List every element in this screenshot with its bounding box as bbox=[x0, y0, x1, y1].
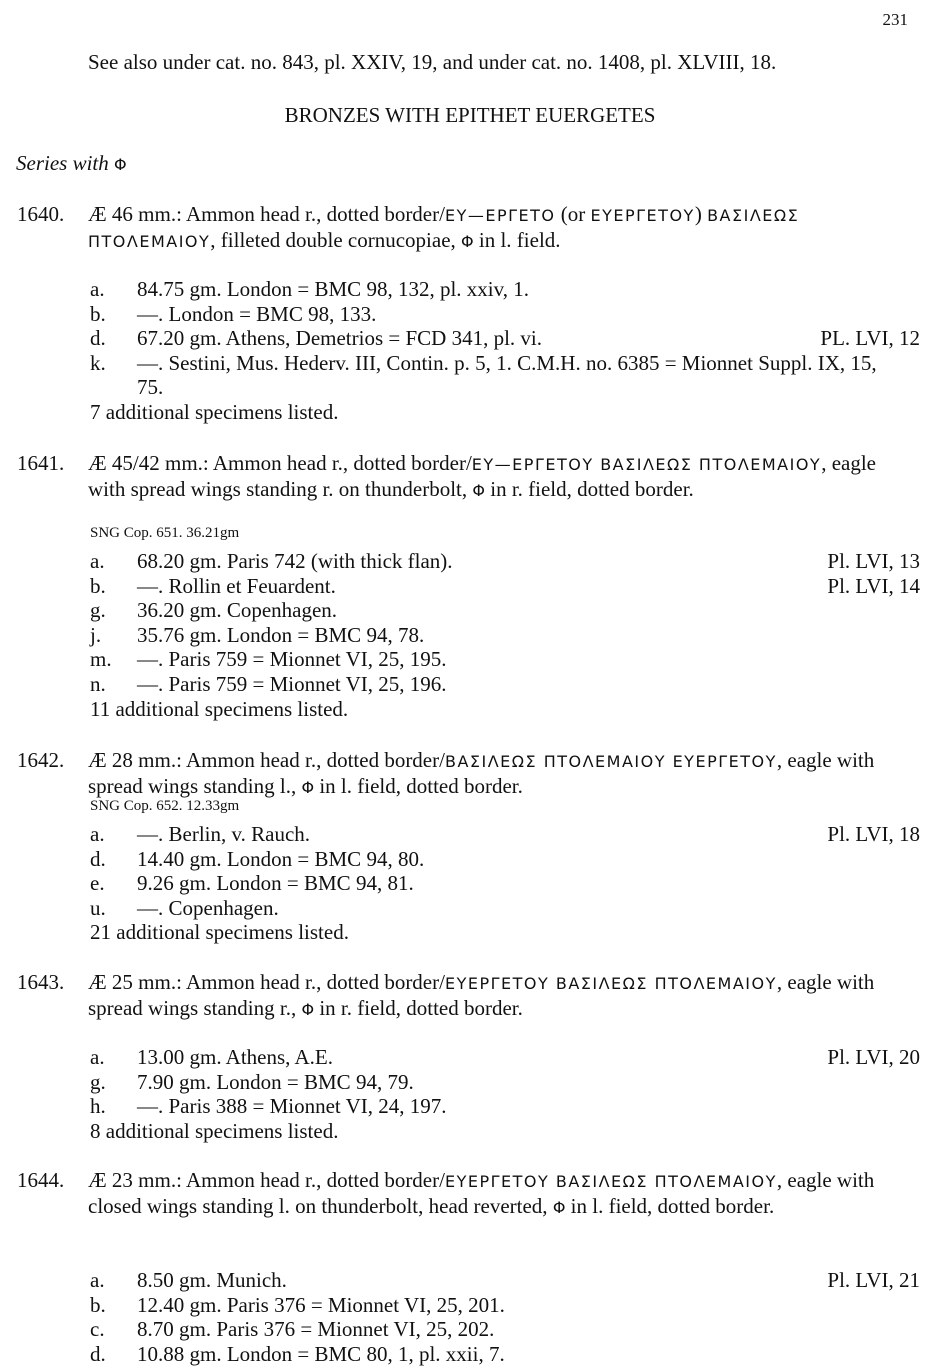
specimen-letter: b. bbox=[90, 1292, 106, 1317]
specimen-row bbox=[0, 351, 940, 400]
specimen-list bbox=[0, 549, 940, 721]
greek-legend: ΕΥΕΡΓΕΤΟΥ bbox=[590, 206, 695, 225]
specimen-text: 9.26 gm. London = BMC 94, 81. bbox=[137, 871, 414, 896]
specimen-text: 10.88 gm. London = BMC 80, 1, pl. xxii, 7. bbox=[137, 1341, 505, 1366]
specimen-row bbox=[0, 1094, 940, 1119]
specimen-row bbox=[0, 1070, 940, 1095]
specimen-text: 68.20 gm. Paris 742 (with thick flan). bbox=[137, 549, 453, 573]
phi-symbol: Φ bbox=[461, 232, 474, 251]
description-text: in l. field, dotted border. bbox=[565, 1194, 775, 1218]
specimen-text: 13.00 gm. Athens, A.E. bbox=[137, 1045, 334, 1069]
specimen-list bbox=[0, 1268, 940, 1366]
specimen-letter: d. bbox=[90, 326, 106, 351]
additional-specimens-note: 7 additional specimens listed. bbox=[90, 399, 339, 424]
specimen-row bbox=[0, 1045, 940, 1070]
greek-legend: ΒΑΣΙΛΕΩΣ ΠΤΟΛΕΜΑΙΟΥ ΕΥΕΡΓΕΤΟΥ bbox=[444, 752, 777, 771]
specimen-letter: k. bbox=[90, 350, 106, 375]
entry-description bbox=[88, 451, 918, 503]
specimen-letter: b. bbox=[90, 301, 106, 326]
plate-reference: Pl. LVI, 14 bbox=[827, 573, 920, 598]
plate-reference: Pl. LVI, 20 bbox=[827, 1045, 920, 1069]
entry-description bbox=[88, 1168, 918, 1220]
description-text: ) bbox=[694, 202, 708, 226]
section-heading: BRONZES WITH EPITHET EUERGETES bbox=[284, 103, 656, 127]
specimen-text: 67.20 gm. Athens, Demetrios = FCD 341, pl. vi. bbox=[137, 326, 543, 351]
specimen-text: 36.20 gm. Copenhagen. bbox=[137, 598, 338, 623]
plate-reference: PL. LVI, 12 bbox=[820, 326, 920, 351]
series-label: Series with bbox=[16, 151, 109, 175]
specimen-letter: d. bbox=[90, 846, 106, 871]
plate-reference: Pl. LVI, 18 bbox=[827, 822, 920, 846]
specimen-letter: j. bbox=[90, 622, 102, 647]
specimen-text: 35.76 gm. London = BMC 94, 78. bbox=[137, 622, 425, 647]
phi-symbol: Φ bbox=[552, 1198, 566, 1217]
greek-legend: ΕΥΕΡΓΕΤΟΥ ΒΑΣΙΛΕΩΣ ΠΤΟΛΕΜΑΙΟΥ bbox=[444, 1172, 777, 1191]
series-heading bbox=[16, 151, 127, 176]
specimen-row bbox=[0, 1268, 940, 1293]
entry-number: 1643. bbox=[17, 970, 65, 994]
specimen-row bbox=[0, 598, 940, 623]
specimen-letter: a. bbox=[90, 1045, 105, 1069]
entry-description bbox=[88, 748, 918, 800]
description-text: Æ 45/42 mm.: Ammon head r., dotted border/ bbox=[88, 451, 472, 475]
specimen-text: 14.40 gm. London = BMC 94, 80. bbox=[137, 846, 425, 871]
specimen-row bbox=[0, 623, 940, 648]
greek-legend: ΕΥ—ΕΡΓΕΤΟΥ ΒΑΣΙΛΕΩΣ ΠΤΟΛΕΜΑΙΟΥ bbox=[471, 455, 822, 474]
specimen-letter: a. bbox=[90, 1268, 105, 1292]
specimen-text: —. London = BMC 98, 133. bbox=[137, 301, 377, 326]
specimen-text: 8.70 gm. Paris 376 = Mionnet VI, 25, 202. bbox=[137, 1317, 495, 1342]
specimen-letter: n. bbox=[90, 671, 106, 696]
description-text: , eagle with spread wings standing r. on thunderbolt, bbox=[88, 451, 876, 501]
specimen-text: —. Copenhagen. bbox=[137, 895, 279, 920]
sng-reference: SNG Cop. 651. 36.21gm bbox=[90, 525, 240, 541]
description-text: , filleted double cornucopiae, bbox=[210, 228, 462, 252]
specimen-letter: u. bbox=[90, 895, 106, 920]
specimen-letter: a. bbox=[90, 822, 105, 846]
specimen-row bbox=[0, 871, 940, 896]
description-text: (or bbox=[555, 202, 591, 226]
specimen-row bbox=[0, 896, 940, 921]
specimen-text: 7.90 gm. London = BMC 94, 79. bbox=[137, 1069, 414, 1094]
description-text: in r. field, dotted border. bbox=[314, 996, 523, 1020]
specimen-text: —. Paris 759 = Mionnet VI, 25, 196. bbox=[137, 671, 447, 696]
greek-legend: ΕΥ—ΕΡΓΕΤΟ bbox=[444, 206, 556, 225]
specimen-text: —. Paris 759 = Mionnet VI, 25, 195. bbox=[137, 647, 447, 672]
specimen-text: 12.40 gm. Paris 376 = Mionnet VI, 25, 201. bbox=[137, 1292, 505, 1317]
entry-number: 1644. bbox=[17, 1168, 65, 1192]
description-text: in r. field, dotted border. bbox=[484, 477, 694, 501]
phi-symbol: Φ bbox=[114, 155, 127, 174]
specimen-letter: a. bbox=[90, 277, 105, 301]
entry-number: 1641. bbox=[17, 451, 65, 475]
specimen-letter: m. bbox=[90, 647, 112, 672]
phi-symbol: Φ bbox=[301, 778, 315, 797]
specimen-row bbox=[0, 672, 940, 697]
specimen-row bbox=[0, 1293, 940, 1318]
description-text: , eagle with spread wings standing l., bbox=[88, 748, 875, 798]
specimen-letter: a. bbox=[90, 549, 105, 573]
specimen-row bbox=[0, 847, 940, 872]
phi-symbol: Φ bbox=[472, 481, 485, 500]
additional-specimens-note: 21 additional specimens listed. bbox=[90, 920, 349, 945]
specimen-letter: d. bbox=[90, 1341, 106, 1366]
specimen-letter: b. bbox=[90, 573, 106, 598]
specimen-letter: c. bbox=[90, 1317, 105, 1342]
specimen-letter: h. bbox=[90, 1094, 106, 1119]
specimen-list bbox=[0, 277, 940, 424]
specimen-row bbox=[0, 1317, 940, 1342]
intro-note: See also under cat. no. 843, pl. XXIV, 19, and under cat. no. 1408, pl. XLVIII, 18. bbox=[88, 50, 777, 74]
specimen-row bbox=[0, 326, 940, 351]
specimen-text: —. Rollin et Feuardent. bbox=[137, 573, 336, 598]
specimen-letter: g. bbox=[90, 598, 106, 623]
description-text: Æ 28 mm.: Ammon head r., dotted border/ bbox=[88, 748, 445, 772]
specimen-letter: g. bbox=[90, 1069, 106, 1094]
description-text: , eagle with closed wings standing l. on thunderbolt, head reverted, bbox=[88, 1168, 875, 1218]
specimen-row bbox=[0, 1342, 940, 1367]
plate-reference: Pl. LVI, 21 bbox=[827, 1268, 920, 1292]
greek-legend: ΕΥΕΡΓΕΤΟΥ ΒΑΣΙΛΕΩΣ ΠΤΟΛΕΜΑΙΟΥ bbox=[444, 974, 777, 993]
entry-description bbox=[88, 202, 918, 254]
specimen-list bbox=[0, 822, 940, 944]
additional-specimens-note: 8 additional specimens listed. bbox=[90, 1118, 339, 1143]
description-text: in l. field. bbox=[473, 228, 561, 252]
specimen-row bbox=[0, 302, 940, 327]
specimen-text: 84.75 gm. London = BMC 98, 132, pl. xxiv, 1. bbox=[137, 277, 529, 301]
specimen-row bbox=[0, 647, 940, 672]
description-text: , eagle with spread wings standing r., bbox=[88, 970, 875, 1020]
specimen-text: —. Sestini, Mus. Hederv. III, Contin. p. 5, 1. C.M.H. no. 6385 = Mionnet Suppl. IX, 15, 75. bbox=[137, 350, 877, 399]
page-number: 231 bbox=[882, 10, 908, 29]
description-text: Æ 25 mm.: Ammon head r., dotted border/ bbox=[88, 970, 445, 994]
greek-legend: ΒΑΣΙΛΕΩΣ ΠΤΟΛΕΜΑΙΟΥ bbox=[88, 206, 800, 251]
specimen-text: 8.50 gm. Munich. bbox=[137, 1268, 287, 1292]
specimen-row bbox=[0, 574, 940, 599]
plate-reference: Pl. LVI, 13 bbox=[827, 549, 920, 573]
additional-specimens-note: 11 additional specimens listed. bbox=[90, 696, 349, 721]
specimen-letter: e. bbox=[90, 871, 105, 896]
specimen-row bbox=[0, 822, 940, 847]
sng-reference: SNG Cop. 652. 12.33gm bbox=[90, 798, 240, 814]
specimen-row bbox=[0, 549, 940, 574]
description-text: Æ 23 mm.: Ammon head r., dotted border/ bbox=[88, 1168, 445, 1192]
entry-number: 1642. bbox=[17, 748, 65, 772]
specimen-row bbox=[0, 277, 940, 302]
specimen-text: —. Paris 388 = Mionnet VI, 24, 197. bbox=[137, 1094, 447, 1119]
description-text: in l. field, dotted border. bbox=[314, 774, 523, 798]
entry-number: 1640. bbox=[17, 202, 65, 226]
entry-description bbox=[88, 970, 918, 1022]
phi-symbol: Φ bbox=[301, 1000, 315, 1019]
description-text: Æ 46 mm.: Ammon head r., dotted border/ bbox=[88, 202, 445, 226]
specimen-text: —. Berlin, v. Rauch. bbox=[137, 822, 311, 846]
specimen-list bbox=[0, 1045, 940, 1143]
